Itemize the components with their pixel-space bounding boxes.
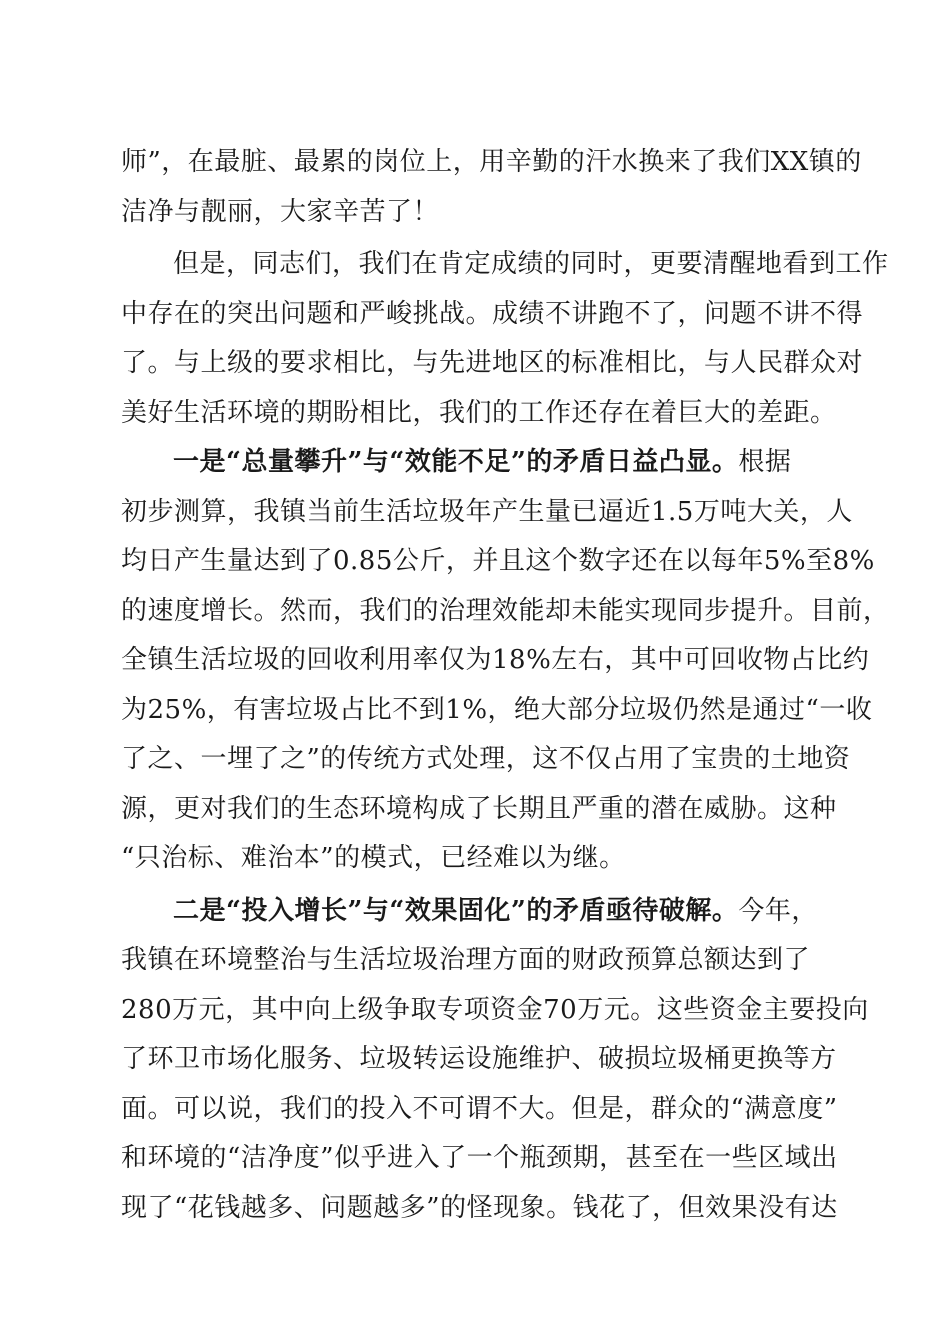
text-line: 了之、一埋了之”的传统方式处理，这不仅占用了宝贵的土地资 (121, 744, 851, 774)
text-line: 源，更对我们的生态环境构成了长期且严重的潜在威胁。这种 (121, 793, 837, 824)
paragraph-first-line (121, 438, 833, 488)
section-heading: 二是“投入增长”与“效果固化”的矛盾亟待破解。 (173, 895, 739, 926)
text-line: 面。可以说，我们的投入不可谓不大。但是，群众的“满意度” (121, 1093, 838, 1124)
paragraph (121, 138, 862, 237)
text-line: 和环境的“洁净度”似乎进入了一个瓶颈期，甚至在一些区域出 (121, 1143, 838, 1173)
text-line: 初步测算，我镇当前生活垃圾年产生量已逼近1.5万吨大关，人 (121, 496, 853, 527)
text-line: 了环卫市场化服务、垃圾转运设施维护、破损垃圾桶更换等方 (121, 1044, 837, 1074)
text-line: 但是，同志们，我们在肯定成绩的同时，更要清醒地看到工作 (173, 249, 889, 279)
text-line: 洁净与靓丽，大家辛苦了！ (121, 196, 440, 227)
document-body (121, 138, 890, 1233)
text-line: 均日产生量达到了0.85公斤，并且这个数字还在以每年5%至8% (121, 546, 875, 576)
text-line: 我镇在环境整治与生活垃圾治理方面的财政预算总额达到了 (121, 945, 811, 975)
text-run: 根据 (738, 447, 792, 477)
text-line: 师”，在最脏、最累的岗位上，用辛勤的汗水换来了我们XX镇的 (121, 147, 862, 177)
text-line: 280万元，其中向上级争取专项资金70万元。这些资金主要投向 (121, 994, 869, 1025)
text-line: 全镇生活垃圾的回收利用率仅为18%左右，其中可回收物占比约 (121, 645, 870, 675)
text-line: “只治标、难治本”的模式，已经难以为继。 (121, 843, 626, 873)
text-line: 美好生活环境的期盼相比，我们的工作还存在着巨大的差距。 (121, 397, 837, 428)
text-line: 现了“花钱越多、问题越多”的怪现象。钱花了，但效果没有达 (121, 1192, 838, 1223)
paragraph (121, 438, 890, 884)
text-line: 为25%，有害垃圾占比不到1%，绝大部分垃圾仍然是通过“一收 (121, 694, 873, 725)
text-line: 了。与上级的要求相比，与先进地区的标准相比，与人民群众对 (121, 348, 864, 378)
section-heading: 一是“总量攀升”与“效能不足”的矛盾日益凸显。 (173, 447, 739, 477)
text-line: 的速度增长。然而，我们的治理效能却未能实现同步提升。目前， (121, 595, 890, 626)
paragraph-first-line (121, 887, 833, 937)
text-line: 中存在的突出问题和严峻挑战。成绩不讲跑不了，问题不讲不得 (121, 298, 864, 329)
paragraph (121, 240, 889, 438)
paragraph (121, 887, 869, 1234)
text-run: 今年， (738, 895, 818, 926)
